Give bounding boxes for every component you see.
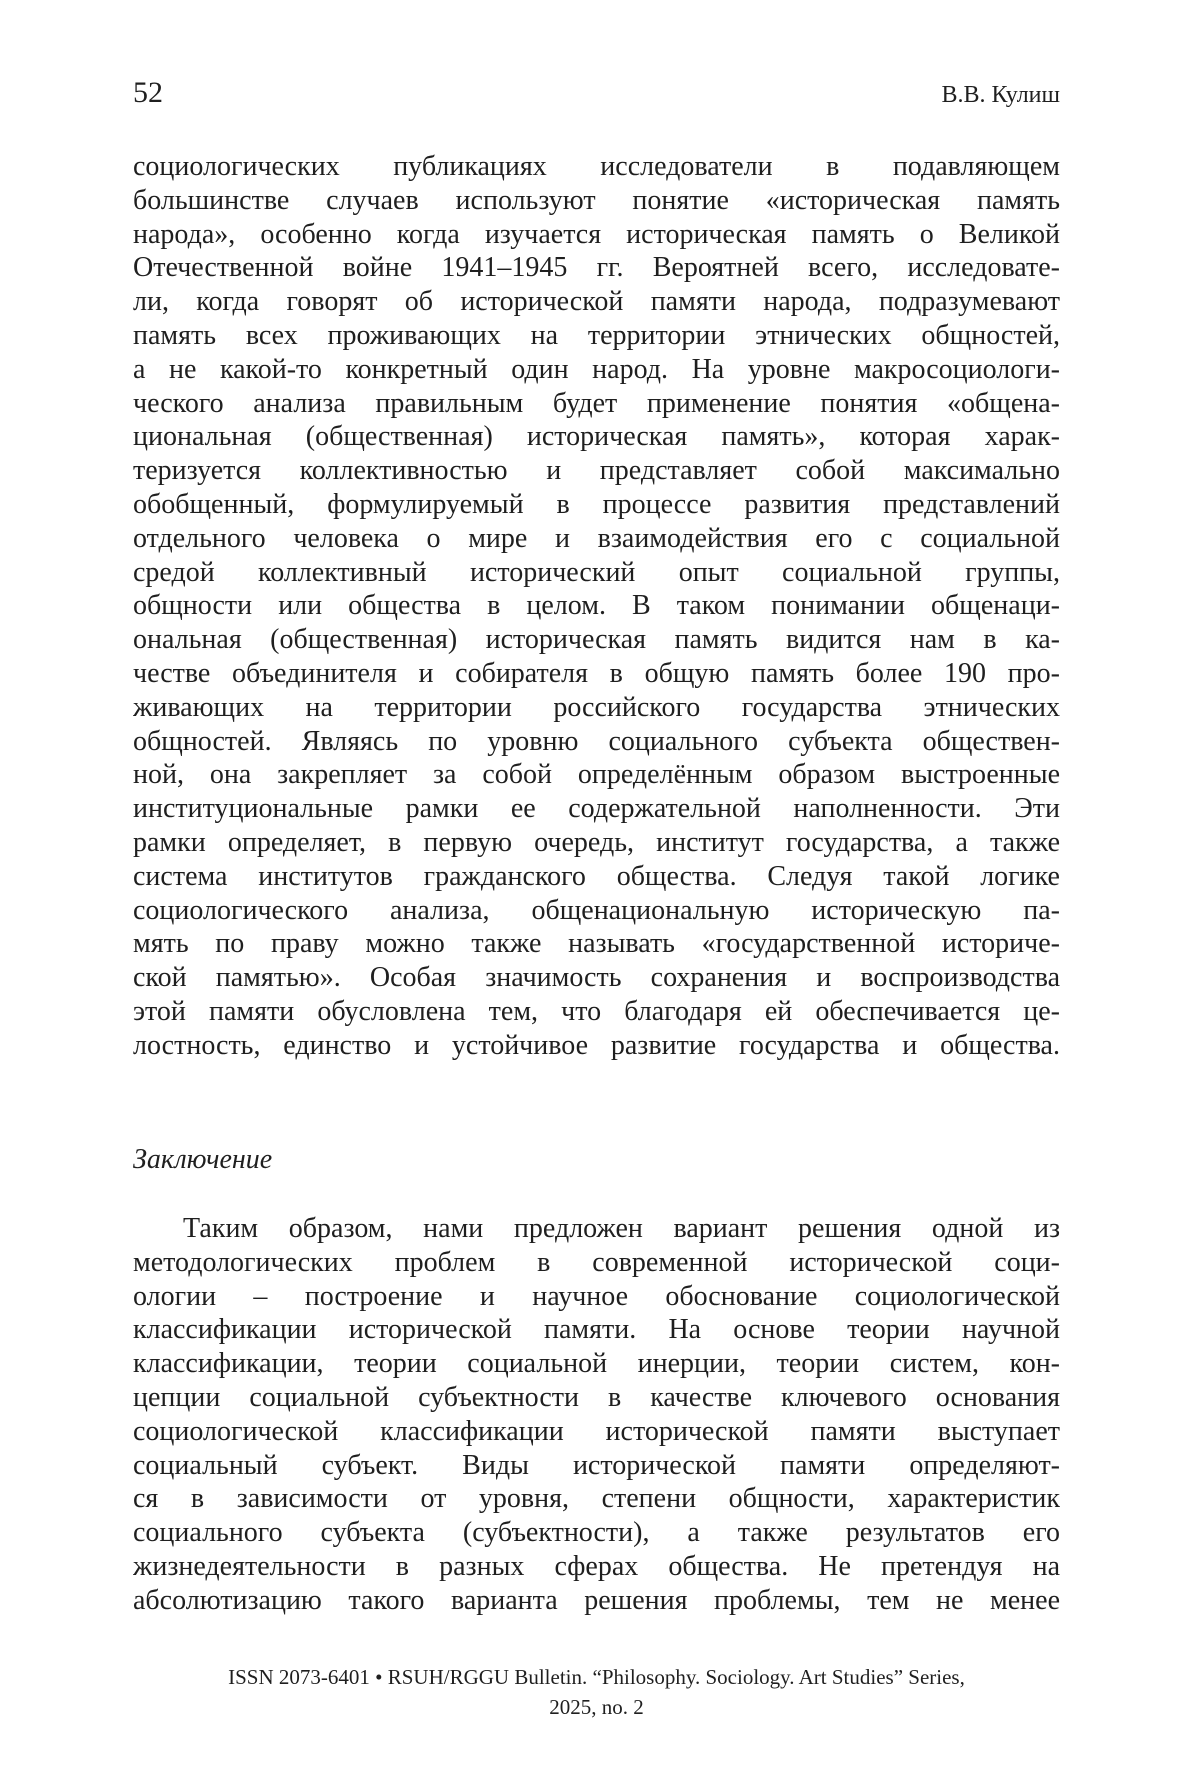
text-line: ческого анализа правильным будет применение понятия «общена- xyxy=(133,387,1060,419)
text-line: ской памятью». Особая значимость сохранения и воспроизводства xyxy=(133,962,1060,994)
text-line: лостность, единство и устойчивое развитие государства и общества. xyxy=(133,1029,1060,1061)
text-line: народа», особенно когда изучается историческая память о Великой xyxy=(133,218,1060,250)
text-line: классификации, теории социальной инерции, теории систем, кон- xyxy=(133,1348,1060,1380)
text-line: честве объединителя и собирателя в общую память более 190 про- xyxy=(133,657,1060,689)
text-line: рамки определяет, в первую очередь, институт государства, а также xyxy=(133,826,1060,858)
text-line: Таким образом, нами предложен вариант решения одной из xyxy=(183,1213,1060,1244)
text-line: ли, когда говорят об исторической памяти народа, подразумевают xyxy=(133,286,1060,318)
text-line: память всех проживающих на территории этнических общностей, xyxy=(133,319,1060,351)
text-line: социологических публикациях исследователи в подавляющем xyxy=(133,151,1060,182)
text-line: жизнедеятельности в разных сферах общества. Не претендуя на xyxy=(133,1550,1060,1582)
text-line: большинстве случаев используют понятие «историческая память xyxy=(133,184,1060,216)
text-line: абсолютизацию такого варианта решения проблемы, тем не менее xyxy=(133,1584,1060,1616)
text-line: общностей. Являясь по уровню социального субъекта обществен- xyxy=(133,725,1060,757)
text-line: отдельного человека о мире и взаимодействия его с социальной xyxy=(133,522,1060,554)
text-line: теризуется коллективностью и представляет собой максимально xyxy=(133,455,1060,487)
text-line: циональная (общественная) историческая память», которая харак- xyxy=(133,421,1060,453)
footer-issue-line: 2025, no. 2 xyxy=(549,1695,644,1719)
paragraph-continued-from-previous-page xyxy=(133,150,1060,1063)
text-line: система институтов гражданского общества. Следуя такой логике xyxy=(133,860,1060,892)
text-line: классификации исторической памяти. На основе теории научной xyxy=(133,1314,1060,1346)
text-line: мять по праву можно также называть «государственной историче- xyxy=(133,928,1060,960)
page-number: 52 xyxy=(133,76,163,109)
text-line: ся в зависимости от уровня, степени общности, характеристик xyxy=(133,1483,1060,1515)
page-header xyxy=(133,76,1060,112)
text-line: институциональные рамки ее содержательной наполненности. Эти xyxy=(133,793,1060,825)
text-line: ологии – построение и научное обоснование социологической xyxy=(133,1280,1060,1312)
text-line: Отечественной войне 1941–1945 гг. Вероятней всего, исследовате- xyxy=(133,252,1060,284)
text-line: ной, она закрепляет за собой определённым образом выстроенные xyxy=(133,759,1060,791)
text-line: социологического анализа, общенациональную историческую па- xyxy=(133,894,1060,926)
footer-journal-line: ISSN 2073-6401 • RSUH/RGGU Bulletin. “Philosophy. Sociology. Art Studies” Series, xyxy=(228,1665,965,1689)
text-line: живающих на территории российского государства этнических xyxy=(133,691,1060,723)
text-line: обобщенный, формулируемый в процессе развития представлений xyxy=(133,488,1060,520)
page-footer xyxy=(133,1662,1060,1722)
text-line: цепции социальной субъектности в качестве ключевого основания xyxy=(133,1381,1060,1413)
text-line: социальный субъект. Виды исторической памяти определяют- xyxy=(133,1449,1060,1481)
text-line: средой коллективный исторический опыт социальной группы, xyxy=(133,556,1060,588)
text-line: ональная (общественная) историческая память видится нам в ка- xyxy=(133,624,1060,656)
text-line: методологических проблем в современной исторической соци- xyxy=(133,1246,1060,1278)
text-line: социологической классификации исторической памяти выступает xyxy=(133,1415,1060,1447)
text-line: общности или общества в целом. В таком понимании общенаци- xyxy=(133,590,1060,622)
paragraph-conclusion xyxy=(133,1212,1060,1618)
text-line: а не какой-то конкретный один народ. На уровне макросоциологи- xyxy=(133,353,1060,385)
text-line: этой памяти обусловлена тем, что благодаря ей обеспечивается це- xyxy=(133,995,1060,1027)
text-line: социального субъекта (субъектности), а также результатов его xyxy=(133,1517,1060,1549)
section-heading-conclusion: Заключение xyxy=(133,1144,273,1175)
running-head-author: В.В. Кулиш xyxy=(941,82,1060,108)
